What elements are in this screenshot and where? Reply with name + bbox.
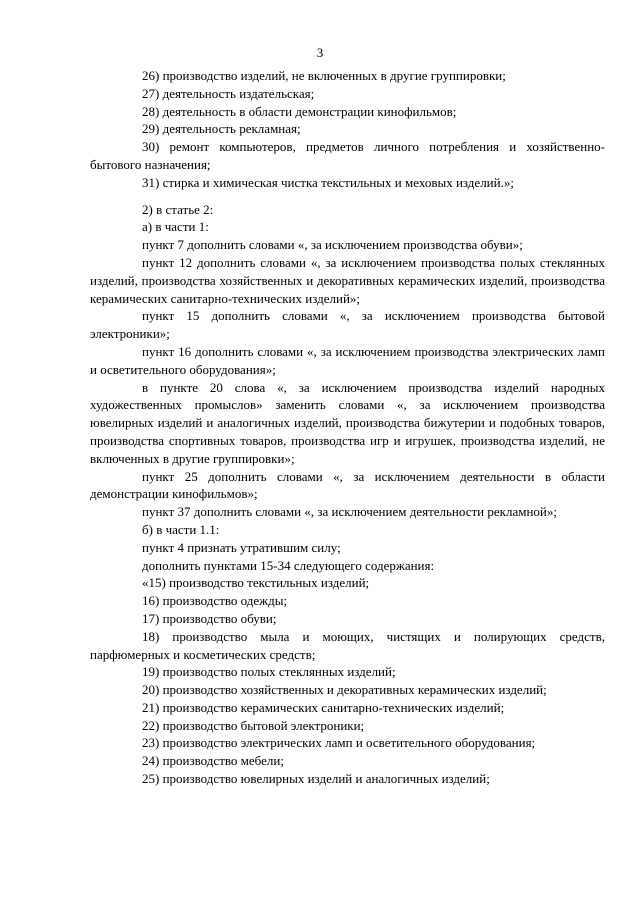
paragraph: 21) производство керамических санитарно-технических изделий; [142, 699, 505, 715]
paragraph: 27) деятельность издательская; [142, 85, 315, 101]
paragraph: 29) деятельность рекламная; [142, 121, 301, 137]
paragraph: б) в части 1.1: [142, 521, 220, 537]
paragraph: пункт 12 дополнить словами «, за исключением производства полых стеклянных изделий, производства хозяйственных и декоративных керамических изделий, производства керамических санитарно-технических изделий»; [90, 254, 605, 306]
paragraph: 31) стирка и химическая чистка текстильных и меховых изделий.»; [142, 174, 514, 190]
paragraph: 18) производство мыла и моющих, чистящих и полирующих средств, парфюмерных и косметических средств; [90, 628, 605, 662]
paragraph: 26) производство изделий, не включенных в другие группировки; [142, 68, 506, 83]
paragraph: 2) в статье 2: [142, 201, 214, 217]
paragraph: пункт 37 дополнить словами «, за исключением деятельности рекламной»; [142, 504, 557, 520]
paragraph: дополнить пунктами 15-34 следующего содержания: [142, 557, 435, 573]
paragraph: пункт 25 дополнить словами «, за исключением деятельности в области демонстрации кинофильмов»; [90, 468, 605, 502]
paragraph: 20) производство хозяйственных и декоративных керамических изделий; [142, 682, 547, 698]
page-number: 3 [316, 45, 324, 60]
paragraph: 23) производство электрических ламп и осветительного оборудования; [142, 735, 536, 751]
document-body [90, 67, 605, 788]
paragraph: в пункте 20 слова «, за исключением производства изделий народных художественных промыслов» заменить словами «, за исключением производства ювелирных изделий и аналогичных изделий, производства бижутерии и подобных товаров, производства спортивных товаров, производства игр и игрушек, производства изделий, не включенных в другие группировки»; [90, 379, 605, 466]
paragraph: «15) производство текстильных изделий; [142, 575, 370, 591]
paragraph: пункт 4 признать утратившим силу; [142, 539, 341, 555]
paragraph: 25) производство ювелирных изделий и аналогичных изделий; [142, 771, 490, 787]
paragraph: 16) производство одежды; [142, 593, 288, 609]
paragraph: 28) деятельность в области демонстрации кинофильмов; [142, 103, 457, 119]
paragraph: пункт 16 дополнить словами «, за исключением производства электрических ламп и осветительного оборудования»; [90, 343, 605, 377]
paragraph: 24) производство мебели; [142, 753, 284, 769]
paragraph: а) в части 1: [142, 219, 209, 235]
paragraph: пункт 15 дополнить словами «, за исключением производства бытовой электроники»; [90, 308, 605, 342]
paragraph-gap [90, 192, 605, 201]
paragraph: 17) производство обуви; [142, 610, 277, 626]
paragraph: пункт 7 дополнить словами «, за исключением производства обуви»; [142, 237, 523, 253]
paragraph: 30) ремонт компьютеров, предметов личного потребления и хозяйственно-бытового назначения; [90, 139, 605, 172]
paragraph: 22) производство бытовой электроники; [142, 717, 365, 733]
paragraph: 19) производство полых стеклянных изделий; [142, 664, 396, 680]
